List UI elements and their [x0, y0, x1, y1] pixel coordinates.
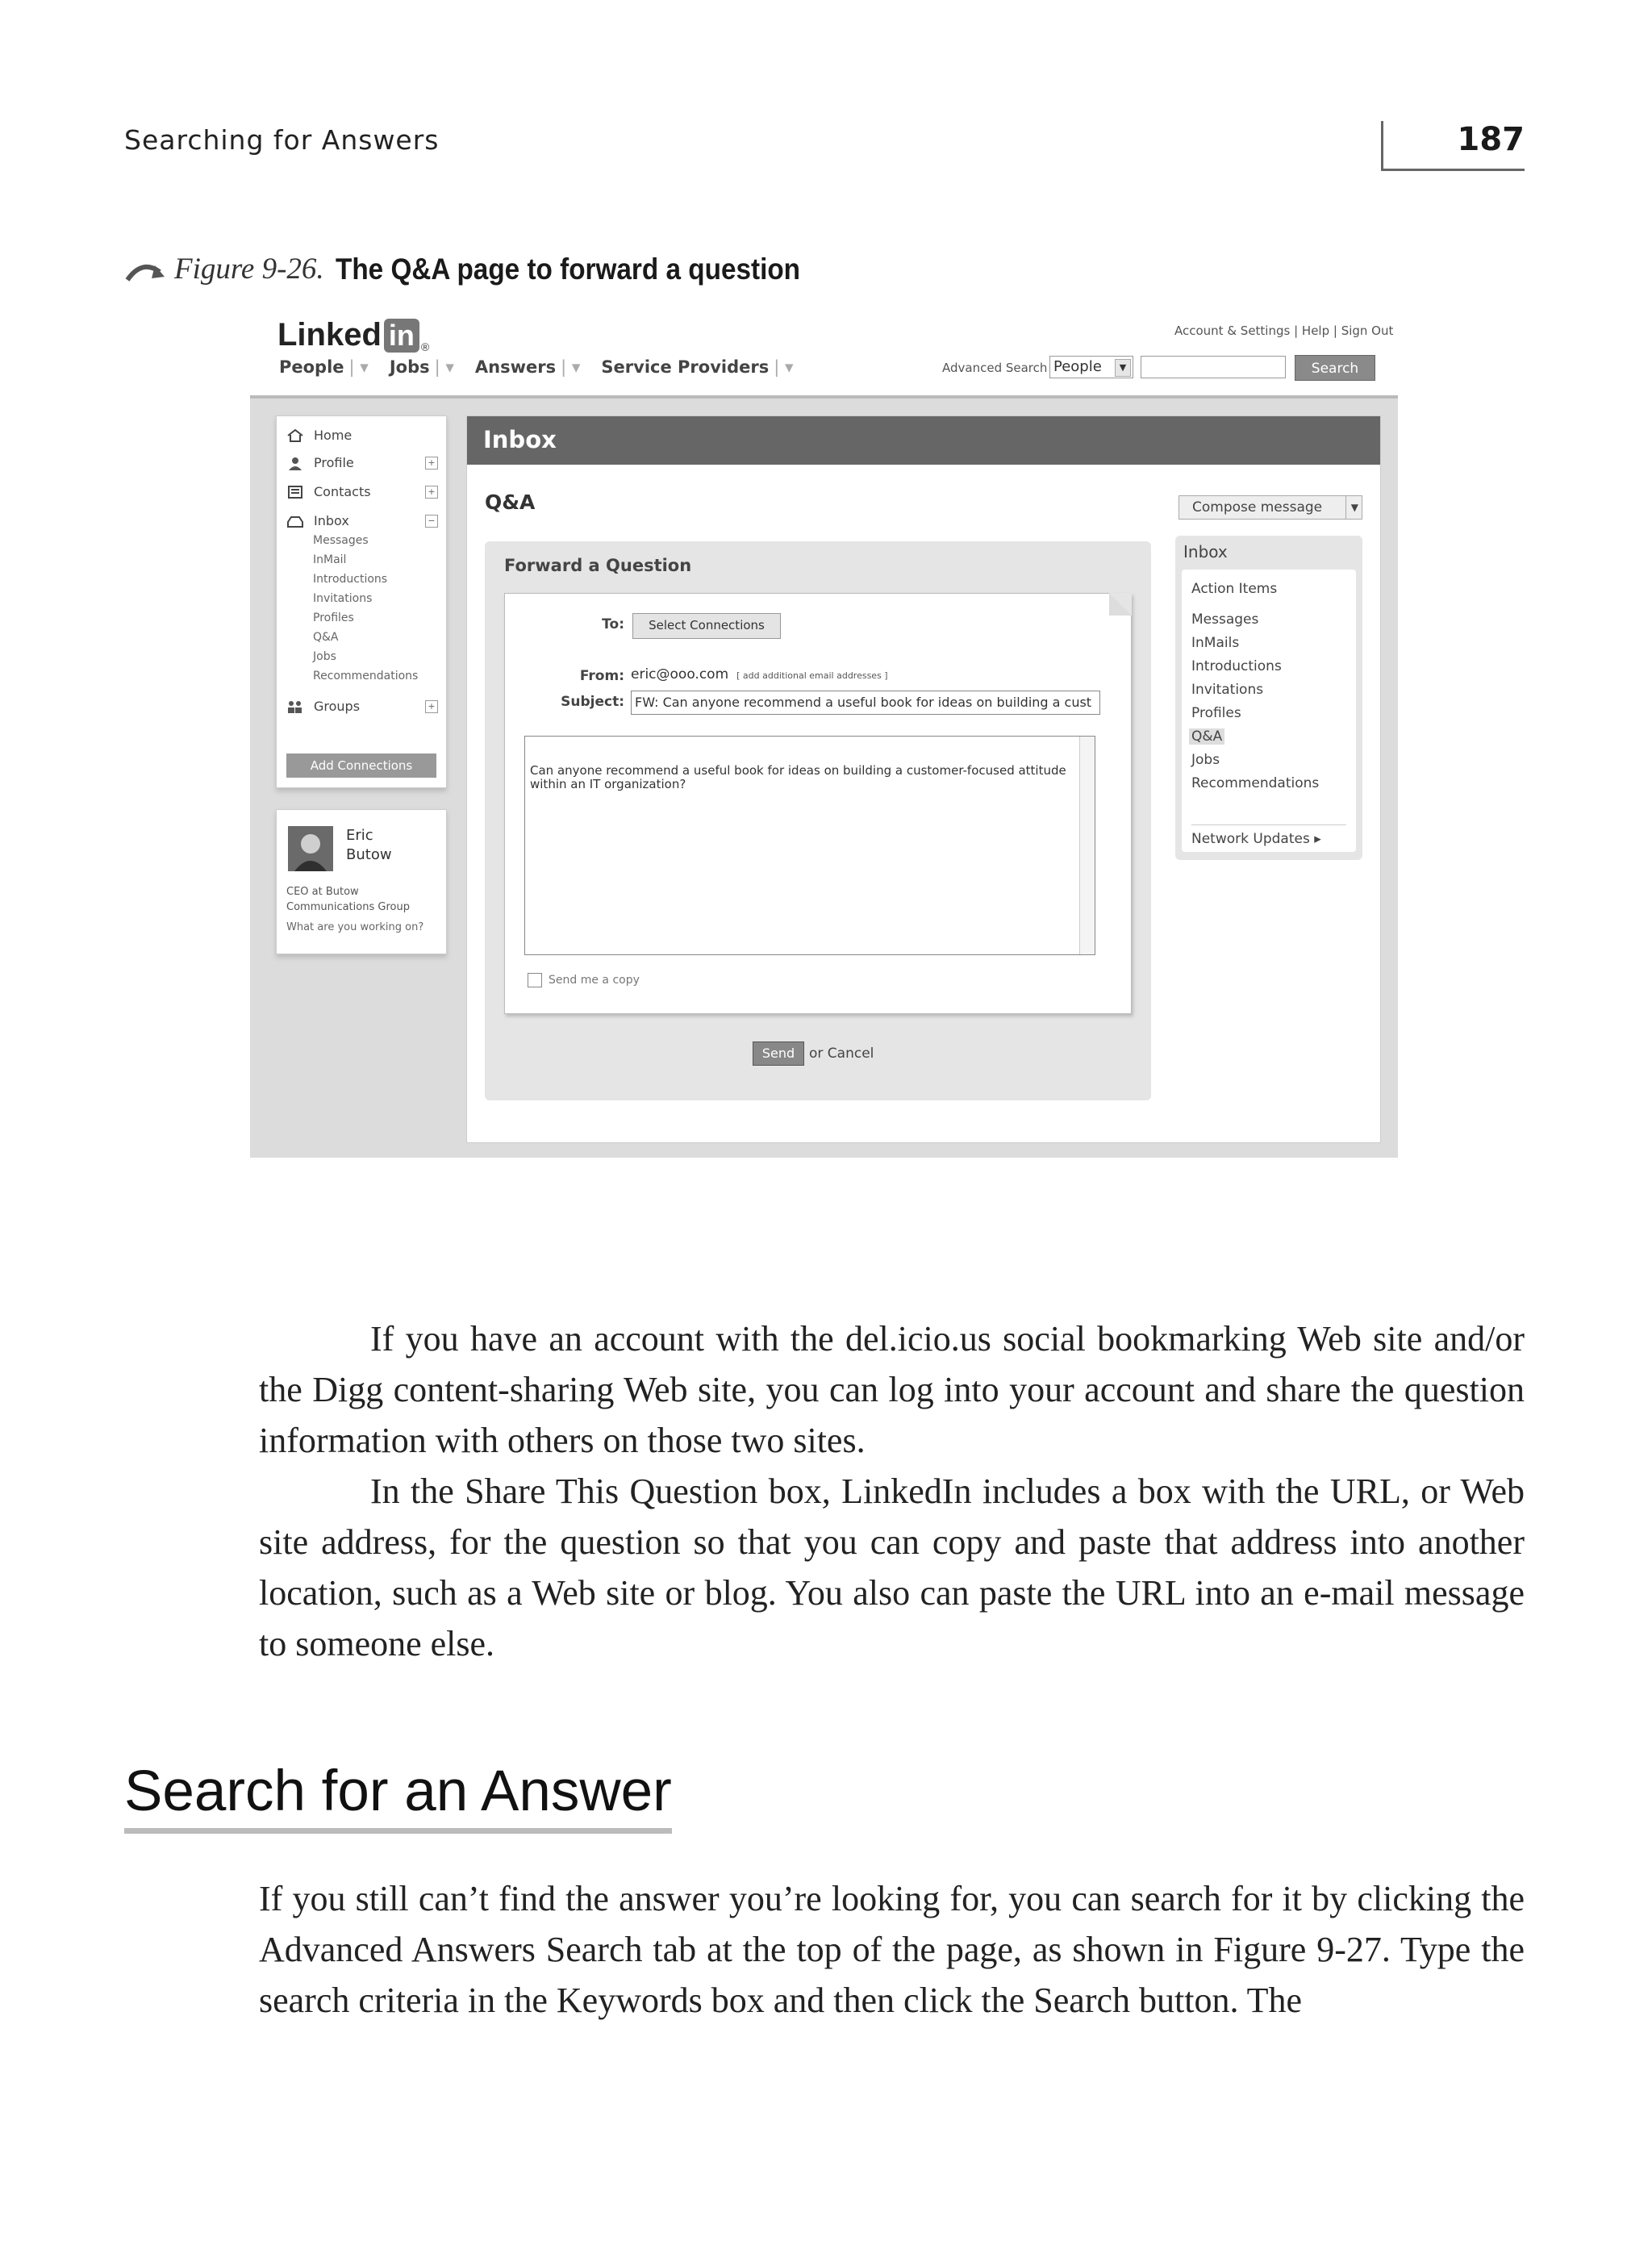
sidebar-subitem-invitations[interactable]: Invitations — [313, 592, 373, 605]
home-icon — [286, 428, 304, 443]
inbox-link-invitations[interactable]: Invitations — [1191, 682, 1264, 698]
figure-label: Figure 9-26. — [174, 253, 324, 286]
message-body-textarea[interactable]: Can anyone recommend a useful book for ideas on building a customer-focused attitude within an IT organization? — [524, 736, 1095, 955]
collapse-icon[interactable]: − — [425, 515, 438, 528]
nav-dropdown-icon: | ▾ — [561, 357, 581, 377]
send-row — [753, 1041, 874, 1066]
nav-dropdown-icon: | ▾ — [348, 357, 369, 377]
main-panel — [466, 415, 1381, 1143]
send-copy-checkbox[interactable]: Send me a copy — [528, 973, 640, 987]
inbox-link-action-items[interactable]: Action Items — [1191, 581, 1278, 597]
inbox-link-recommendations[interactable]: Recommendations — [1191, 775, 1320, 791]
network-updates-link[interactable]: Network Updates ▸ — [1191, 831, 1321, 847]
sidebar-item-profile[interactable]: Profile — [286, 455, 354, 470]
from-label: From: — [579, 668, 624, 684]
expand-icon[interactable]: + — [425, 700, 438, 713]
chevron-down-icon[interactable]: ▼ — [1345, 496, 1358, 519]
sidebar-subitem-qa[interactable]: Q&A — [313, 631, 339, 644]
left-sidebar — [276, 415, 447, 788]
nav-people[interactable]: People | ▾ — [279, 357, 369, 377]
linkedin-logo[interactable] — [277, 317, 429, 353]
page-number: 187 — [1381, 121, 1525, 171]
nav-answers[interactable]: Answers | ▾ — [474, 357, 581, 377]
sidebar-item-home[interactable]: Home — [286, 428, 352, 443]
inbox-link-profiles[interactable]: Profiles — [1191, 705, 1241, 721]
sidebar-subitem-jobs[interactable]: Jobs — [313, 650, 336, 663]
scrollbar[interactable] — [1079, 737, 1095, 954]
sidebar-subitem-messages[interactable]: Messages — [313, 534, 369, 547]
inbox-icon — [286, 514, 304, 528]
account-links[interactable]: Account & Settings | Help | Sign Out — [1174, 323, 1394, 338]
expand-icon[interactable]: + — [425, 486, 438, 499]
profile-card — [276, 809, 447, 954]
page-fold — [1109, 593, 1132, 616]
linkedin-screenshot — [250, 311, 1398, 1158]
logo-badge: in — [384, 319, 419, 353]
inbox-link-qa[interactable]: Q&A — [1189, 728, 1224, 745]
to-label: To: — [602, 616, 624, 632]
nav-jobs[interactable]: Jobs | ▾ — [389, 357, 454, 377]
subject-label: Subject: — [561, 694, 624, 710]
figure-caption — [124, 252, 852, 286]
status-prompt[interactable]: What are you working on? — [286, 921, 424, 933]
add-connections-button[interactable]: Add Connections — [286, 753, 436, 778]
forward-question-title: Forward a Question — [504, 556, 692, 575]
cancel-link[interactable]: or Cancel — [809, 1046, 874, 1062]
search-scope-value: People — [1053, 358, 1102, 375]
body-paragraph: If you have an account with the del.icio.us social bookmarking Web site and/or the Digg content-sharing Web site, you can log into your account and share the question information with others on those two sites. — [259, 1319, 1525, 1460]
from-field: eric@ooo.com [ add additional email addresses ] — [631, 666, 888, 682]
expand-icon[interactable]: + — [425, 457, 438, 470]
forward-question-box — [485, 541, 1151, 1100]
sidebar-subitem-introductions[interactable]: Introductions — [313, 573, 388, 586]
profile-icon — [286, 456, 304, 470]
top-bar — [250, 311, 1398, 399]
body-paragraph: In the Share This Question box, LinkedIn includes a box with the URL, or Web site address, for the question so that you can copy and paste that address into another location, such as a Web site or blog. You also can paste the URL into an e-mail message to someone else. — [259, 1471, 1525, 1663]
search-scope-select[interactable] — [1049, 356, 1133, 378]
compose-message-button[interactable]: Compose message ▼ — [1179, 495, 1362, 520]
section-heading: Search for an Answer — [124, 1757, 672, 1834]
main-nav — [279, 357, 815, 377]
registered-mark: ® — [420, 340, 430, 353]
sidebar-item-contacts[interactable]: Contacts — [286, 484, 371, 499]
sidebar-item-inbox[interactable]: Inbox — [286, 513, 349, 528]
avatar-photo — [288, 826, 333, 871]
inbox-link-jobs[interactable]: Jobs — [1191, 752, 1220, 768]
contacts-icon — [286, 485, 304, 499]
avatar[interactable] — [288, 826, 333, 871]
running-header: Searching for Answers — [124, 124, 440, 156]
send-button[interactable]: Send — [753, 1041, 804, 1066]
sidebar-subitem-recommendations[interactable]: Recommendations — [313, 670, 419, 682]
inbox-link-messages[interactable]: Messages — [1191, 612, 1259, 628]
logo-text: Linked — [277, 317, 382, 353]
sidebar-subitem-profiles[interactable]: Profiles — [313, 612, 354, 624]
search-button[interactable]: Search — [1295, 355, 1375, 381]
inbox-panel — [1175, 536, 1362, 860]
subject-input[interactable]: FW: Can anyone recommend a useful book for ideas on building a cust — [631, 691, 1100, 715]
nav-dropdown-icon: | ▾ — [434, 357, 454, 377]
select-connections-button[interactable]: Select Connections — [632, 613, 781, 639]
figure-arrow-icon — [124, 256, 168, 283]
inbox-header: Inbox — [467, 416, 1380, 465]
inbox-panel-title: Inbox — [1183, 542, 1228, 561]
advanced-search-link[interactable]: Advanced Search — [942, 361, 1048, 375]
groups-icon — [286, 699, 304, 714]
profile-name[interactable]: Eric Butow — [346, 827, 392, 863]
nav-dropdown-icon: | ▾ — [774, 357, 794, 377]
chevron-down-icon: ▼ — [1115, 359, 1131, 377]
inbox-link-inmails[interactable]: InMails — [1191, 635, 1240, 651]
nav-service-providers[interactable]: Service Providers | ▾ — [601, 357, 794, 377]
search-input[interactable] — [1141, 356, 1286, 378]
inbox-panel-list — [1182, 570, 1356, 852]
figure-title: The Q&A page to forward a question — [335, 252, 800, 286]
sidebar-subitem-inmail[interactable]: InMail — [313, 553, 347, 566]
profile-headline: CEO at Butow Communications Group — [286, 886, 410, 913]
body-paragraph: If you still can’t find the answer you’re looking for, you can search for it by clicking the Advanced Answers Search tab at the top of the page, as shown in Figure 9-27. Type the search criteria in the Keywords box and then click the Search button. The — [259, 1879, 1525, 2020]
add-email-link[interactable]: [ add additional email addresses ] — [736, 670, 888, 681]
checkbox[interactable] — [528, 973, 542, 987]
divider — [1191, 824, 1346, 825]
message-form — [504, 593, 1132, 1014]
section-title: Q&A — [485, 490, 536, 514]
sidebar-item-groups[interactable]: Groups — [286, 699, 360, 714]
inbox-link-introductions[interactable]: Introductions — [1191, 658, 1282, 674]
